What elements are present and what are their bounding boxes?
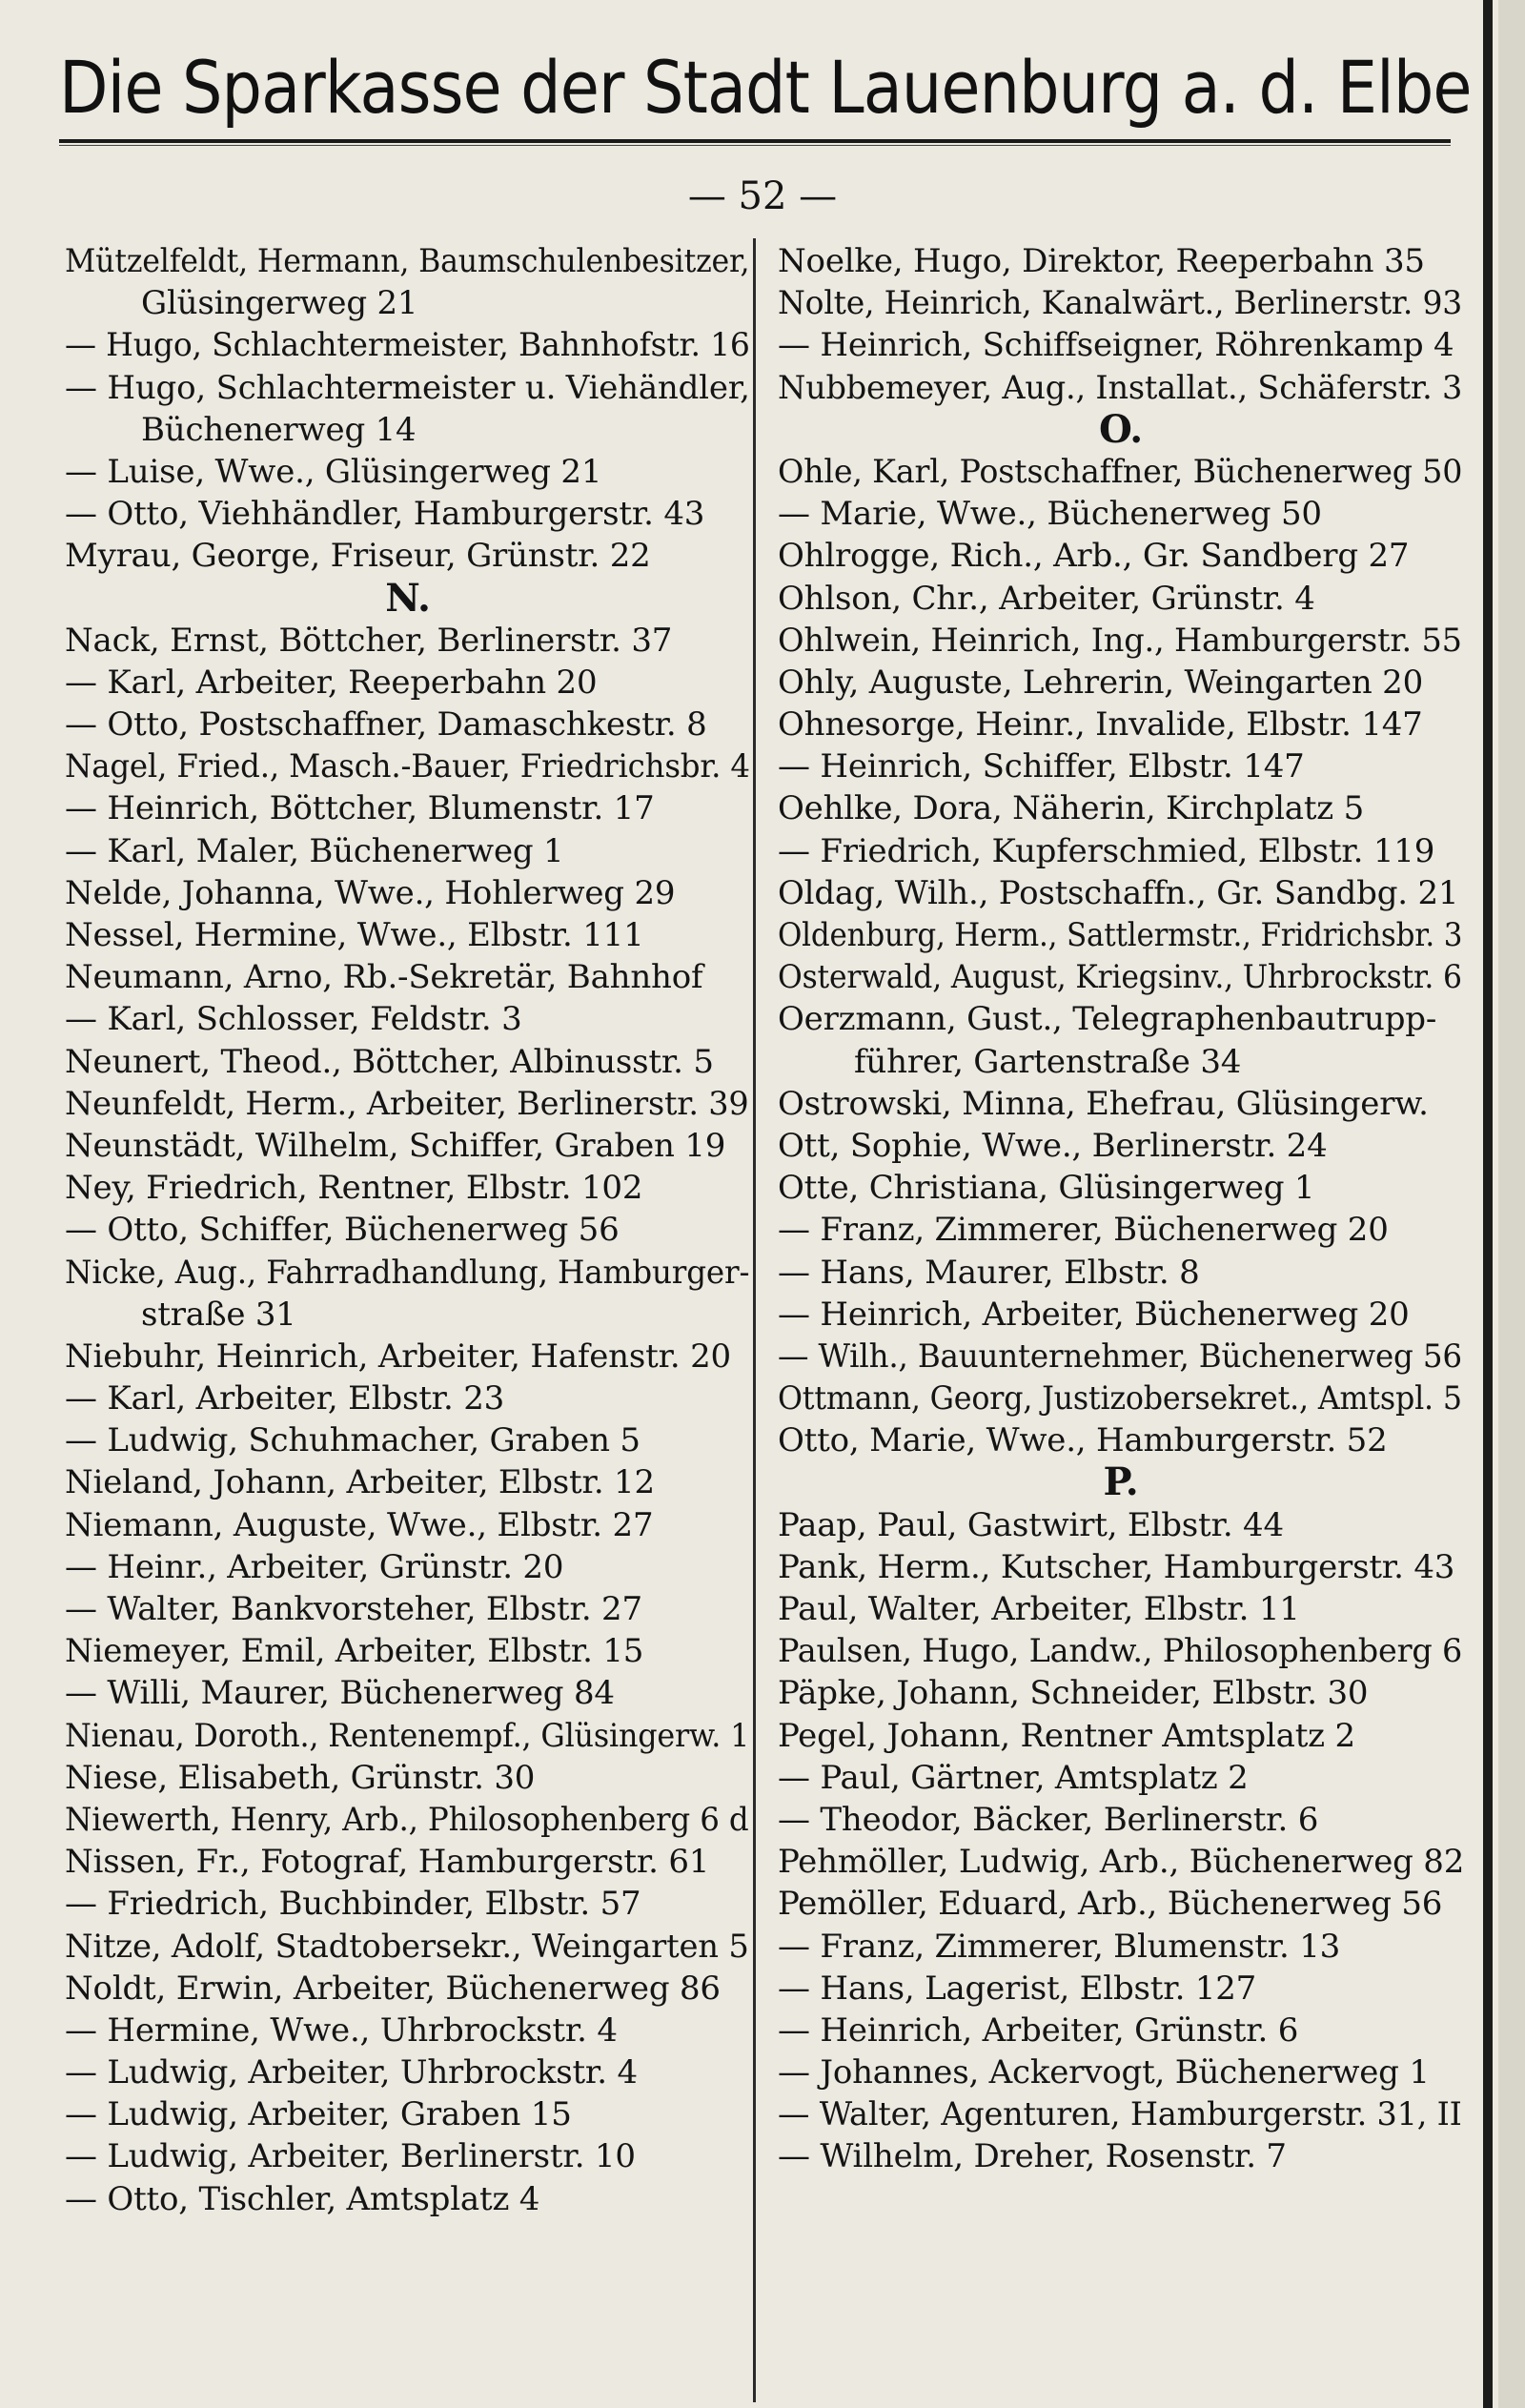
directory-entry: Glüsingerweg 21 — [141, 284, 418, 323]
directory-entry: Ohnesorge, Heinr., Invalide, Elbstr. 147 — [778, 705, 1423, 745]
directory-entry: Paulsen, Hugo, Landw., Philosophenberg 6 — [778, 1632, 1463, 1671]
directory-entry: Otte, Christiana, Glüsingerweg 1 — [778, 1169, 1315, 1208]
directory-entry: — Karl, Arbeiter, Elbstr. 23 — [65, 1379, 505, 1418]
directory-entry: Ostrowski, Minna, Ehefrau, Glüsingerw. — [778, 1084, 1429, 1123]
directory-entry: Ohle, Karl, Postschaffner, Büchenerweg 50 — [778, 452, 1463, 491]
directory-entry: Myrau, George, Friseur, Grünstr. 22 — [65, 537, 651, 576]
directory-entry: Pank, Herm., Kutscher, Hamburgerstr. 43 — [778, 1547, 1455, 1586]
directory-entry: — Wilhelm, Dreher, Rosenstr. 7 — [778, 2137, 1287, 2176]
directory-entry: — Franz, Zimmerer, Blumenstr. 13 — [778, 1927, 1341, 1966]
directory-entry: Nissen, Fr., Fotograf, Hamburgerstr. 61 — [65, 1843, 710, 1882]
directory-entry: Oldag, Wilh., Postschaffn., Gr. Sandbg. 21 — [778, 873, 1459, 912]
directory-entry: — Karl, Maler, Büchenerweg 1 — [65, 831, 564, 870]
directory-entry: Ohlrogge, Rich., Arb., Gr. Sandberg 27 — [778, 537, 1410, 576]
directory-entry: Nienau, Doroth., Rentenempf., Glüsingerw. 1 — [65, 1716, 750, 1755]
directory-entry: — Hermine, Wwe., Uhrbrockstr. 4 — [65, 2010, 618, 2050]
directory-entry: Ohlson, Chr., Arbeiter, Grünstr. 4 — [778, 579, 1315, 618]
directory-entry: Oerzmann, Gust., Telegraphenbautrupp- — [778, 1000, 1437, 1039]
directory-entry: — Hans, Maurer, Elbstr. 8 — [778, 1253, 1200, 1292]
binding-edge — [1483, 0, 1493, 2408]
directory-entry: Ohlwein, Heinrich, Ing., Hamburgerstr. 55 — [778, 621, 1462, 660]
next-page-edge — [1498, 0, 1525, 2408]
directory-entry: Noldt, Erwin, Arbeiter, Büchenerweg 86 — [65, 1969, 721, 2008]
directory-entry: — Heinrich, Böttcher, Blumenstr. 17 — [65, 789, 655, 828]
directory-entry: — Ludwig, Schuhmacher, Graben 5 — [65, 1421, 640, 1460]
directory-entry: — Heinrich, Schiffer, Elbstr. 147 — [778, 747, 1305, 786]
directory-entry: Nessel, Hermine, Wwe., Elbstr. 111 — [65, 916, 644, 954]
directory-entry: Paap, Paul, Gastwirt, Elbstr. 44 — [778, 1505, 1284, 1544]
section-letter: P. — [1103, 1459, 1139, 1505]
directory-entry: — Otto, Tischler, Amtsplatz 4 — [65, 2179, 540, 2218]
page-title: Die Sparkasse der Stadt Lauenburg a. d. Elbe — [59, 45, 1472, 130]
directory-entry: Niemeyer, Emil, Arbeiter, Elbstr. 15 — [65, 1632, 644, 1671]
directory-entry: — Karl, Schlosser, Feldstr. 3 — [65, 1000, 522, 1039]
directory-entry: Nicke, Aug., Fahrradhandlung, Hamburger- — [65, 1253, 750, 1292]
section-letter: N. — [385, 575, 431, 621]
directory-entry: Neunstädt, Wilhelm, Schiffer, Graben 19 — [65, 1126, 726, 1165]
directory-entry: — Friedrich, Buchbinder, Elbstr. 57 — [65, 1885, 641, 1924]
directory-entry: — Hugo, Schlachtermeister u. Viehändler, — [65, 368, 750, 407]
directory-entry: Oldenburg, Herm., Sattlermstr., Fridrichsbr. 3 — [778, 916, 1463, 954]
directory-entry: Nitze, Adolf, Stadtobersekr., Weingarten 5 — [65, 1927, 749, 1966]
directory-entry: Nieland, Johann, Arbeiter, Elbstr. 12 — [65, 1463, 655, 1502]
right-column — [778, 240, 1464, 2178]
directory-entry: Osterwald, August, Kriegsinv., Uhrbrockstr. 6 — [778, 958, 1462, 997]
directory-entry: Nack, Ernst, Böttcher, Berlinerstr. 37 — [65, 621, 673, 660]
directory-entry: — Hugo, Schlachtermeister, Bahnhofstr. 16 — [65, 326, 750, 365]
directory-entry: — Ludwig, Arbeiter, Uhrbrockstr. 4 — [65, 2053, 638, 2092]
directory-entry: Pemöller, Eduard, Arb., Büchenerweg 56 — [778, 1885, 1443, 1924]
directory-entry: Ney, Friedrich, Rentner, Elbstr. 102 — [65, 1169, 643, 1208]
directory-entry: Ohly, Auguste, Lehrerin, Weingarten 20 — [778, 663, 1424, 702]
directory-entry: Nolte, Heinrich, Kanalwärt., Berlinerstr. 93 — [778, 284, 1463, 323]
directory-entry: Paul, Walter, Arbeiter, Elbstr. 11 — [778, 1590, 1300, 1628]
left-column — [65, 240, 751, 2220]
directory-entry: — Friedrich, Kupferschmied, Elbstr. 119 — [778, 831, 1435, 870]
directory-entry: — Marie, Wwe., Büchenerweg 50 — [778, 495, 1322, 534]
directory-entry: Niewerth, Henry, Arb., Philosophenberg 6 d — [65, 1800, 749, 1839]
directory-entry: Ott, Sophie, Wwe., Berlinerstr. 24 — [778, 1126, 1328, 1165]
directory-entry: Niemann, Auguste, Wwe., Elbstr. 27 — [65, 1505, 654, 1544]
directory-entry: Mützelfeldt, Hermann, Baumschulenbesitzer, — [65, 242, 750, 280]
directory-entry: — Paul, Gärtner, Amtsplatz 2 — [778, 1758, 1249, 1797]
directory-entry: — Theodor, Bäcker, Berlinerstr. 6 — [778, 1800, 1319, 1839]
directory-entry: Büchenerweg 14 — [141, 410, 417, 449]
directory-entry: Otto, Marie, Wwe., Hamburgerstr. 52 — [778, 1421, 1388, 1460]
directory-entry: Niese, Elisabeth, Grünstr. 30 — [65, 1758, 536, 1797]
directory-entry: straße 31 — [141, 1295, 296, 1334]
directory-entry: — Karl, Arbeiter, Reeperbahn 20 — [65, 663, 598, 702]
directory-entry: — Heinr., Arbeiter, Grünstr. 20 — [65, 1547, 564, 1586]
directory-entry: Pegel, Johann, Rentner Amtsplatz 2 — [778, 1716, 1355, 1755]
directory-entry: — Willi, Maurer, Büchenerweg 84 — [65, 1674, 615, 1713]
directory-entry: Nagel, Fried., Masch.-Bauer, Friedrichsbr. 4 — [65, 747, 750, 786]
directory-entry: — Wilh., Bauunternehmer, Büchenerweg 56 — [778, 1337, 1462, 1376]
directory-entry: — Heinrich, Arbeiter, Grünstr. 6 — [778, 2010, 1299, 2050]
directory-entry: — Johannes, Ackervogt, Büchenerweg 1 — [778, 2053, 1430, 2092]
directory-entry: Päpke, Johann, Schneider, Elbstr. 30 — [778, 1674, 1369, 1713]
directory-entry: — Otto, Schiffer, Büchenerweg 56 — [65, 1211, 620, 1250]
directory-entry: Noelke, Hugo, Direktor, Reeperbahn 35 — [778, 242, 1425, 280]
directory-entry: — Luise, Wwe., Glüsingerweg 21 — [65, 452, 602, 491]
directory-entry: Niebuhr, Heinrich, Arbeiter, Hafenstr. 20 — [65, 1337, 731, 1376]
directory-entry: Pehmöller, Ludwig, Arb., Büchenerweg 82 — [778, 1843, 1465, 1882]
directory-entry: — Ludwig, Arbeiter, Graben 15 — [65, 2095, 572, 2134]
directory-entry: Neunfeldt, Herm., Arbeiter, Berlinerstr. 39 — [65, 1084, 749, 1123]
header-rule — [59, 139, 1451, 143]
directory-entry: — Heinrich, Schiffseigner, Röhrenkamp 4 — [778, 326, 1454, 365]
directory-entry: — Ludwig, Arbeiter, Berlinerstr. 10 — [65, 2137, 636, 2176]
directory-entry: — Otto, Viehhändler, Hamburgerstr. 43 — [65, 495, 705, 534]
directory-entry: — Walter, Bankvorsteher, Elbstr. 27 — [65, 1590, 642, 1628]
directory-entry: Oehlke, Dora, Näherin, Kirchplatz 5 — [778, 789, 1365, 828]
directory-entry: Neumann, Arno, Rb.-Sekretär, Bahnhof — [65, 958, 703, 997]
directory-entry: — Heinrich, Arbeiter, Büchenerweg 20 — [778, 1295, 1410, 1334]
directory-entry: Nelde, Johanna, Wwe., Hohlerweg 29 — [65, 873, 676, 912]
directory-entry: — Otto, Postschaffner, Damaschkestr. 8 — [65, 705, 707, 745]
page-number: — 52 — — [687, 174, 838, 218]
section-letter: O. — [1098, 406, 1144, 452]
directory-entry: Nubbemeyer, Aug., Installat., Schäferstr. 3 — [778, 368, 1463, 407]
header-rule-thin — [59, 145, 1451, 146]
directory-entry: — Walter, Agenturen, Hamburgerstr. 31, II — [778, 2095, 1462, 2134]
directory-entry: Neunert, Theod., Böttcher, Albinusstr. 5 — [65, 1042, 714, 1081]
directory-entry: Ottmann, Georg, Justizobersekret., Amtspl. 5 — [778, 1379, 1462, 1418]
directory-entry: führer, Gartenstraße 34 — [854, 1042, 1242, 1081]
column-divider — [753, 238, 756, 2402]
directory-entry: — Hans, Lagerist, Elbstr. 127 — [778, 1969, 1257, 2008]
directory-entry: — Franz, Zimmerer, Büchenerweg 20 — [778, 1211, 1389, 1250]
